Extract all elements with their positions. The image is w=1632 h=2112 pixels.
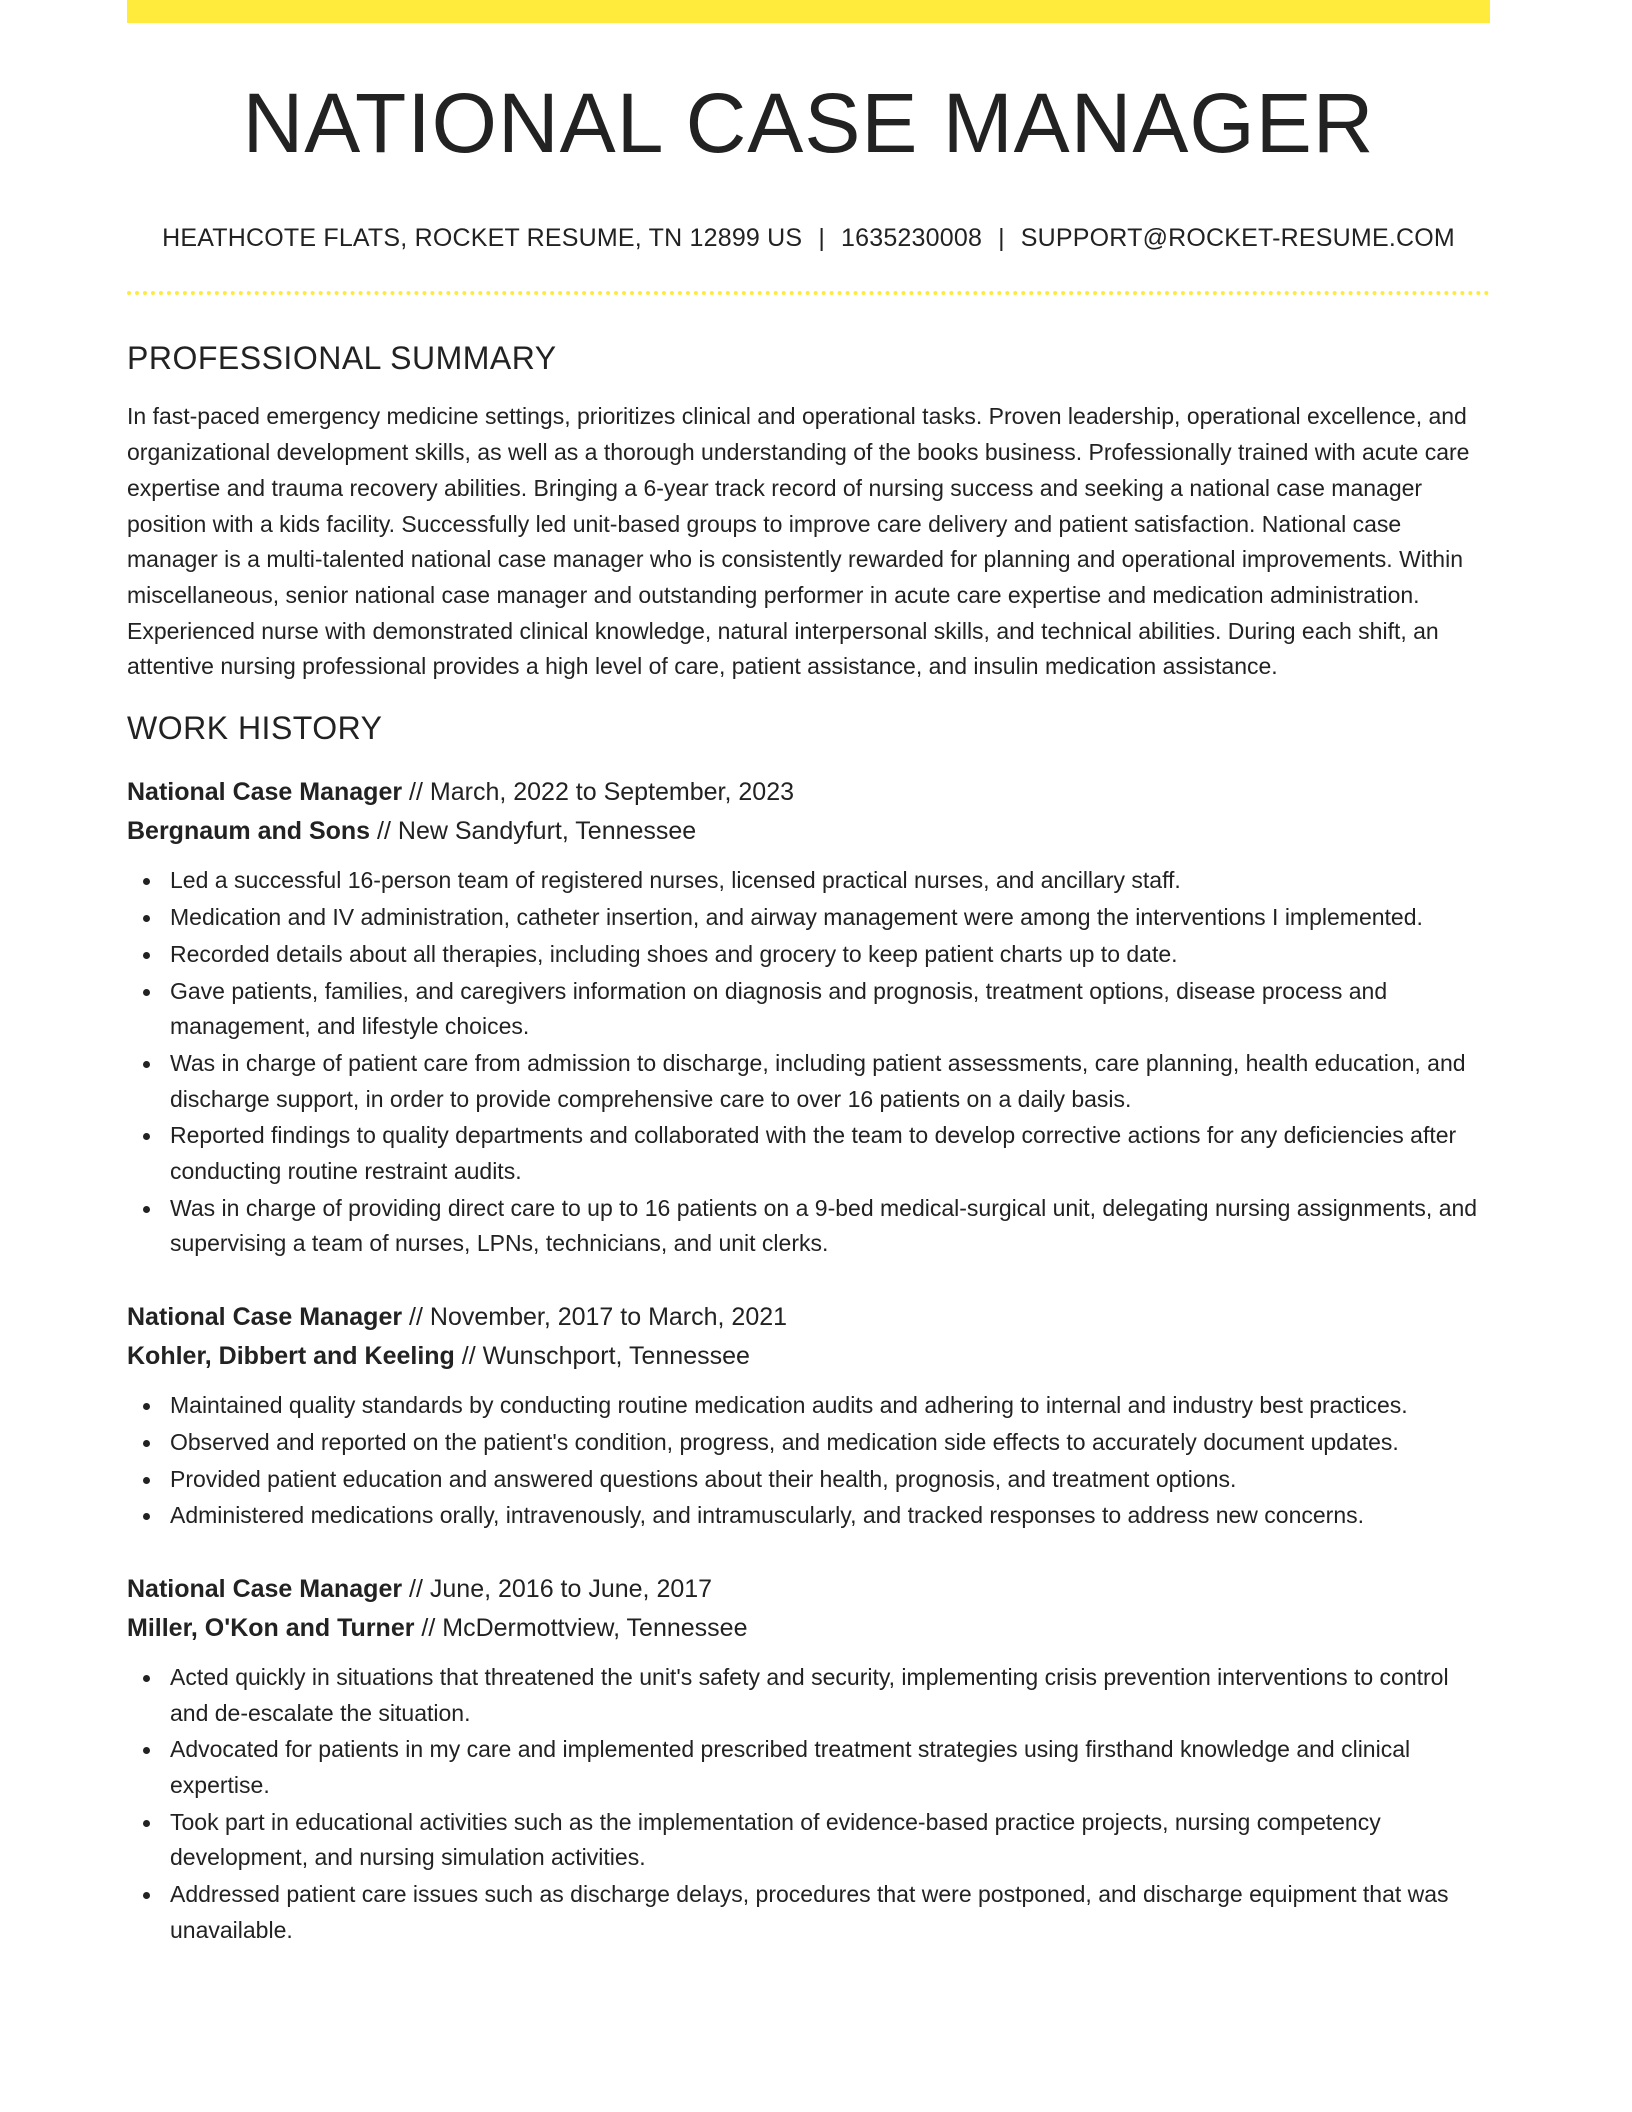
job-company: Bergnaum and Sons [127, 817, 371, 846]
job-title: National Case Manager [127, 1574, 403, 1603]
contact-email[interactable]: SUPPORT@ROCKET-RESUME.COM [1020, 224, 1455, 252]
dotted-divider [127, 291, 1490, 295]
job-bullet: Maintained quality standards by conducting routine medication audits and adhering to internal and industry best practices. [170, 1388, 1490, 1424]
summary-heading: PROFESSIONAL SUMMARY [127, 340, 557, 376]
resume-title: NATIONAL CASE MANAGER [242, 76, 1375, 170]
job-bullet: Gave patients, families, and caregivers information on diagnosis and prognosis, treatment options, disease process and management, and lifestyle choices. [170, 974, 1490, 1045]
job-bullet: Advocated for patients in my care and implemented prescribed treatment strategies using firsthand knowledge and clinical expertise. [170, 1732, 1490, 1803]
job-bullet: Reported findings to quality departments and collaborated with the team to develop corrective actions for any deficiencies after conducting routine restraint audits. [170, 1118, 1490, 1189]
job-entry [127, 773, 1490, 1262]
job-bullets [127, 1660, 1490, 1949]
job-company: Miller, O'Kon and Turner [127, 1613, 415, 1642]
job-title-line [127, 1298, 1490, 1337]
job-dates: // June, 2016 to June, 2017 [409, 1574, 713, 1603]
job-title: National Case Manager [127, 1303, 403, 1332]
job-bullets [127, 863, 1490, 1262]
job-bullet: Provided patient education and answered questions about their health, prognosis, and treatment options. [170, 1462, 1490, 1498]
job-bullets [127, 1388, 1490, 1534]
accent-top-bar [127, 0, 1490, 23]
job-bullet: Took part in educational activities such as the implementation of evidence-based practice projects, nursing competency development, and nursing simulation activities. [170, 1805, 1490, 1876]
contact-line [127, 223, 1490, 253]
job-title-line [127, 773, 1490, 812]
job-title: National Case Manager [127, 778, 403, 807]
job-bullet: Acted quickly in situations that threatened the unit's safety and security, implementing crisis prevention interventions to control and de-escalate the situation. [170, 1660, 1490, 1731]
job-company-line [127, 1609, 1490, 1648]
job-dates: // November, 2017 to March, 2021 [409, 1303, 788, 1332]
job-bullet: Addressed patient care issues such as discharge delays, procedures that were postponed, and discharge equipment that was unavailable. [170, 1877, 1490, 1948]
job-bullet: Led a successful 16-person team of registered nurses, licensed practical nurses, and ancillary staff. [170, 863, 1490, 899]
contact-separator: | [818, 224, 826, 252]
job-bullet: Was in charge of providing direct care to up to 16 patients on a 9-bed medical-surgical unit, delegating nursing assignments, and supervising a team of nurses, LPNs, technicians, and unit clerks. [170, 1191, 1490, 1262]
job-company-line [127, 1337, 1490, 1376]
job-location: // Wunschport, Tennessee [461, 1342, 750, 1371]
job-entry [127, 1298, 1490, 1534]
resume-page [127, 0, 1490, 1950]
job-company-line [127, 812, 1490, 851]
job-bullet: Administered medications orally, intravenously, and intramuscularly, and tracked responses to address new concerns. [170, 1498, 1490, 1534]
job-company: Kohler, Dibbert and Keeling [127, 1342, 455, 1371]
contact-address: HEATHCOTE FLATS, ROCKET RESUME, TN 12899 US [162, 224, 803, 252]
job-location: // New Sandyfurt, Tennessee [377, 817, 697, 846]
job-bullet: Observed and reported on the patient's condition, progress, and medication side effects to accurately document updates. [170, 1425, 1490, 1461]
work-history-heading: WORK HISTORY [127, 710, 383, 747]
contact-phone: 1635230008 [841, 224, 983, 252]
job-bullet: Was in charge of patient care from admission to discharge, including patient assessments, care planning, health education, and discharge support, in order to provide comprehensive care to over 16 patients on a daily basis. [170, 1046, 1490, 1117]
summary-text: In fast-paced emergency medicine settings, prioritizes clinical and operational tasks. Proven leadership, operational excellence, and organizational development skills, as well as a thorough understanding of the books business. Professionally trained with acute care expertise and trauma recovery abilities. Bringing a 6-year track record of nursing success and seeking a national case manager position with a kids facility. Successfully led unit-based groups to improve care delivery and patient satisfaction. National case manager is a multi-talented national case manager who is consistently rewarded for planning and operational improvements. Within miscellaneous, senior national case manager and outstanding performer in acute care expertise and medication administration. Experienced nurse with demonstrated clinical knowledge, natural interpersonal skills, and technical abilities. During each shift, an attentive nursing professional provides a high level of care, patient assistance, and insulin medication assistance. [127, 403, 1470, 680]
job-title-line [127, 1570, 1490, 1609]
job-entry [127, 1570, 1490, 1949]
job-location: // McDermottview, Tennessee [421, 1613, 748, 1642]
contact-separator: | [998, 224, 1005, 252]
job-bullet: Medication and IV administration, catheter insertion, and airway management were among the interventions I implemented. [170, 900, 1490, 936]
job-bullet: Recorded details about all therapies, including shoes and grocery to keep patient charts up to date. [170, 937, 1490, 973]
job-dates: // March, 2022 to September, 2023 [409, 778, 795, 807]
